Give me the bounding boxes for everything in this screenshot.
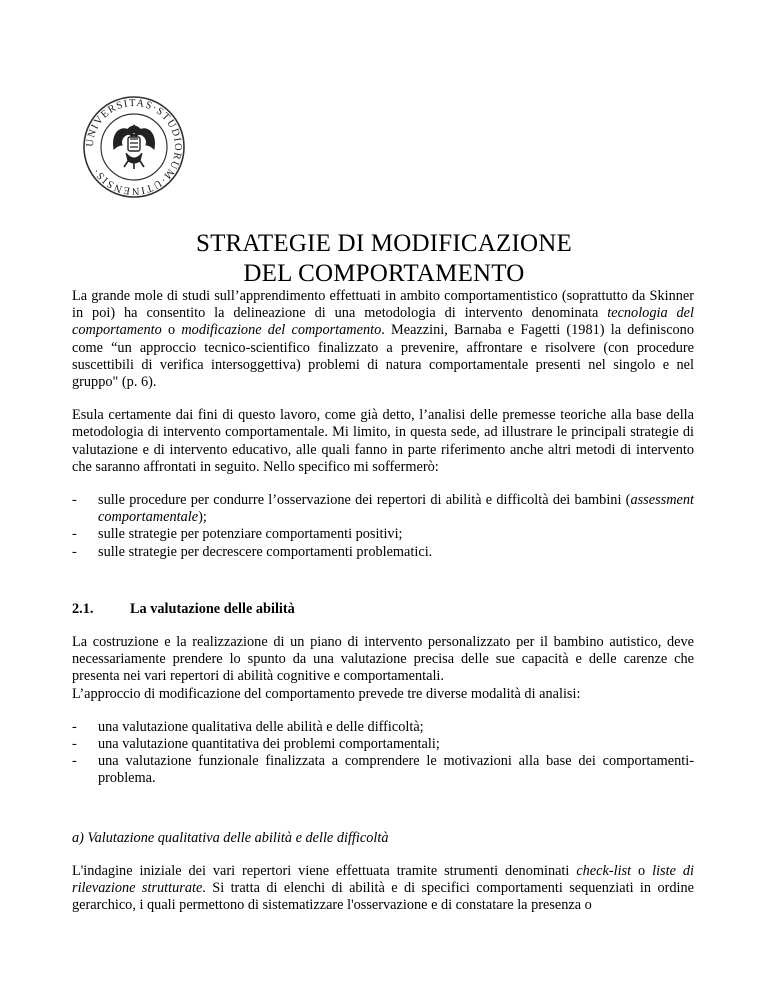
subsection-paragraph (72, 863, 694, 915)
list-item-text: sulle strategie per decrescere comportamenti problematici. (98, 543, 433, 560)
title-line-1: STRATEGIE DI MODIFICAZIONE (195, 230, 572, 257)
list-item (72, 719, 694, 736)
list-item-emphasis: assessment comportamentale (98, 492, 694, 526)
intro-paragraph-2: Esula certamente dai fini di questo lavoro, come già detto, l’analisi delle premesse teoriche alla base della metodologia di intervento comportamentale. Mi limito, in questa sede, ad illustrare le principali strategie di valutazione e di intervento educativo, alle quali fanno in parte riferimento anche altri metodi di intervento che saranno affrontati in seguito. Nello specifico mi soffermerò: (72, 407, 694, 475)
document-body (72, 288, 694, 914)
list-item-text: una valutazione quantitativa dei problemi comportamentali; (98, 736, 440, 753)
list-dash: - (72, 526, 77, 543)
university-seal-logo (82, 95, 186, 199)
list-item (72, 736, 694, 753)
list-item-text: sulle procedure per condurre l’osservazione dei repertori di abilità e difficoltà dei bambini ( (98, 492, 631, 509)
title-line-2: DEL COMPORTAMENTO (243, 260, 525, 287)
list-item (72, 544, 694, 561)
subsection-emphasis-2: liste di rilevazione strutturate (72, 862, 694, 897)
list-item-text: sulle strategie per potenziare comportamenti positivi; (98, 526, 403, 543)
list-dash: - (72, 753, 77, 770)
analysis-list (72, 719, 694, 788)
list-item (72, 526, 694, 543)
list-dash: - (72, 492, 77, 509)
subsection-heading: a) Valutazione qualitativa delle abilità e delle difficoltà (72, 829, 389, 846)
intro-p1-emphasis-1: tecnologia del comportamento (72, 305, 695, 339)
list-dash: - (72, 543, 77, 560)
intro-p1-text-c: . Meazzini, Barnaba e Fagetti (1981) la definiscono come “un approccio tecnico-scientifico finalizzato a prevenire, affrontare e risolvere (con procedure suscettibili di verifica intersoggettiva) problemi di natura comportamentale presenti nel singolo e nel gruppo" (p. 6). (72, 322, 694, 391)
page-title (0, 229, 768, 289)
list-item (72, 492, 694, 526)
list-item-text: una valutazione funzionale finalizzata a comprendere le motivazioni alla base dei comportamenti-problema. (98, 753, 694, 787)
subsection-emphasis-1: check-list (576, 862, 632, 879)
list-item (72, 753, 694, 787)
section-paragraph-1: La costruzione e la realizzazione di un piano di intervento personalizzato per il bambino autistico, deve necessariamente prendere lo spunto da una valutazione precisa delle sue capacità e delle carenze che presenta nei vari repertori di abilità cognitive e comportamentali. (72, 634, 694, 685)
section-paragraph-2: L’approccio di modificazione del comportamento prevede tre diverse modalità di analisi: (72, 685, 581, 702)
intro-p1-emphasis-2: modificazione del comportamento (181, 322, 382, 339)
intro-p1-text-a: La grande mole di studi sull’apprendimento effettuati in ambito comportamentistico (soprattutto da Skinner in poi) ha consentito la delineazione di una metodologia di intervento denominata (72, 288, 694, 322)
intro-p1-text-b: o (161, 322, 182, 339)
subsection-text-a: L'indagine iniziale dei vari repertori viene effettuata tramite strumenti denominati (72, 862, 577, 879)
intro-paragraph-1 (72, 288, 694, 391)
list-item-text: una valutazione qualitativa delle abilità e delle difficoltà; (98, 718, 424, 735)
list-dash: - (72, 718, 77, 735)
section-heading (72, 601, 694, 618)
subsection-text-c: . Si tratta di elenchi di abilità e di specifici comportamenti sequenziati in ordine gerarchico, i quali permettono di sistematizzare l'osservazione e di constatare la presenza o (72, 880, 694, 914)
focus-list (72, 492, 694, 561)
section-title: La valutazione delle abilità (130, 600, 295, 617)
subsection-text-b: o (631, 862, 653, 879)
list-dash: - (72, 736, 77, 753)
svg-text:UNIVERSITAS·STUDIORUM·UTINENSI: UNIVERSITAS·STUDIORUM·UTINENSIS· (84, 97, 184, 197)
list-item-text: ); (198, 509, 207, 526)
section-number: 2.1. (72, 600, 94, 617)
